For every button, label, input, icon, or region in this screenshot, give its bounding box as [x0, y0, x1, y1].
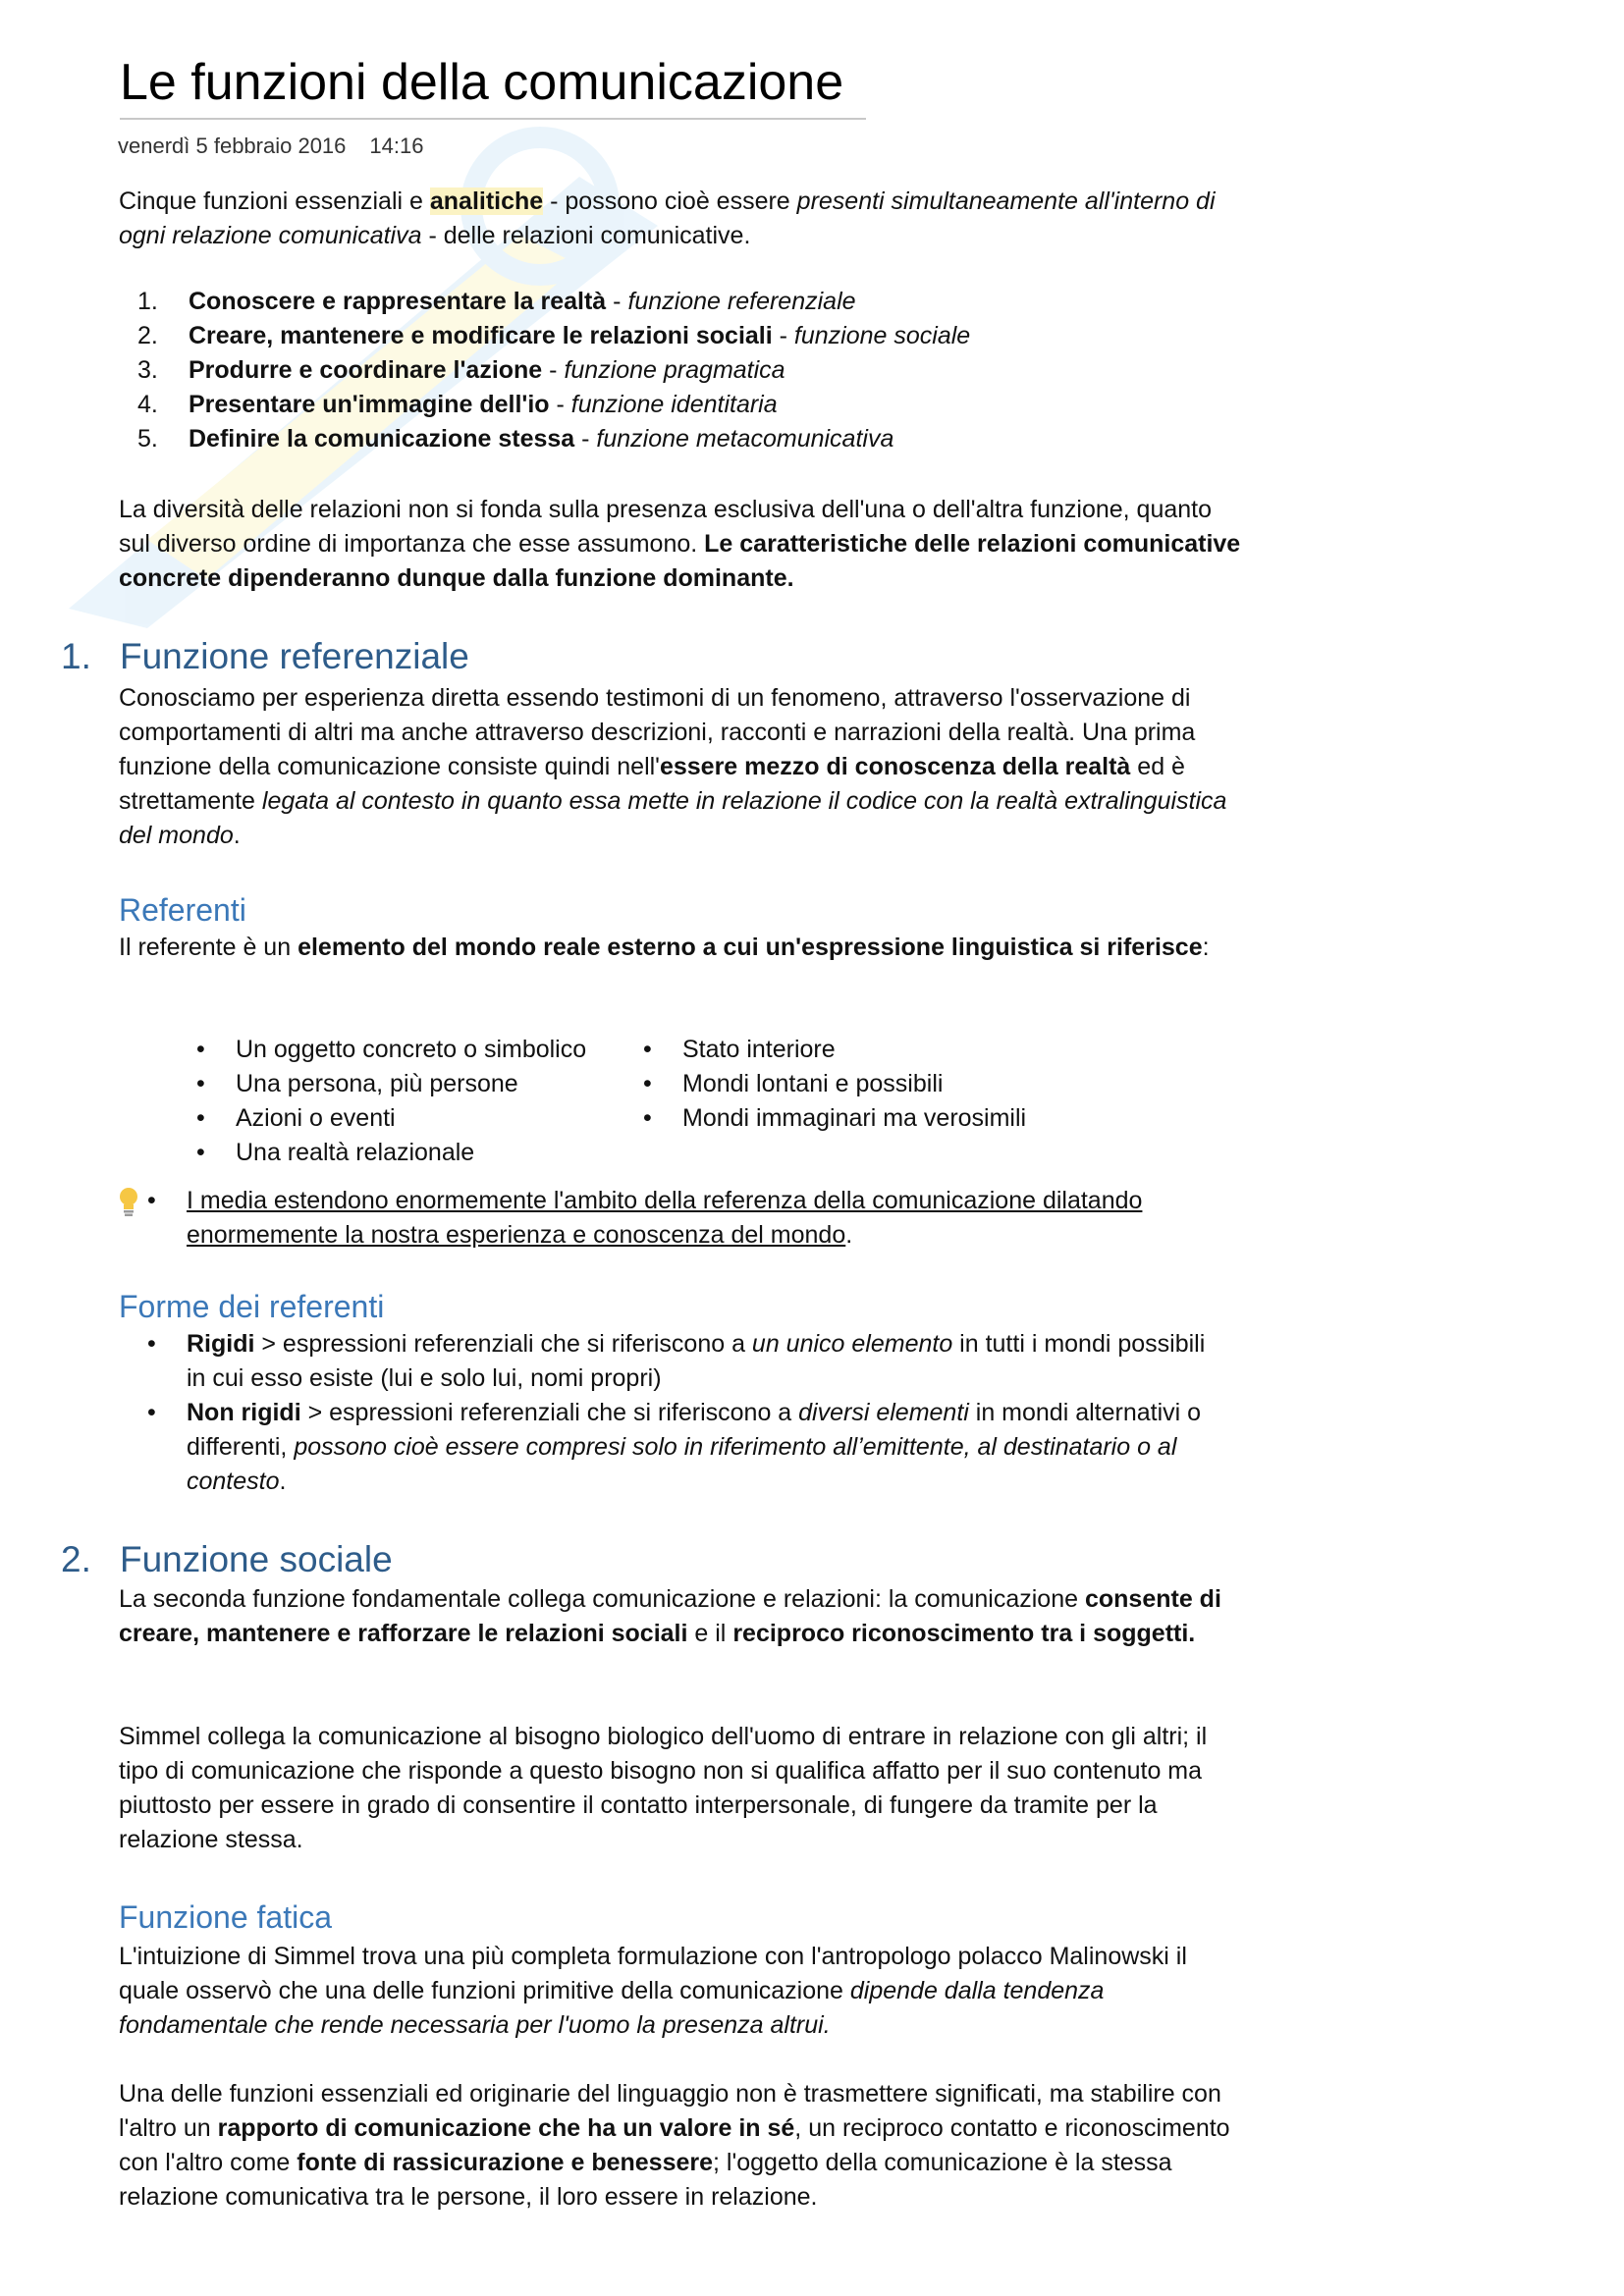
sociale-paragraph: La seconda funzione fondamentale collega comunicazione e relazioni: la comunicazione consente di creare, mantenere e rafforzare le relazioni sociali e il reciproco riconoscimento tra i soggetti.: [119, 1585, 1221, 1647]
page-title: Le funzioni della comunicazione: [120, 51, 866, 120]
simmel-paragraph: Simmel collega la comunicazione al bisogno biologico dell'uomo di entrare in relazione con gli altri; il tipo di comunicazione che risponde a questo bisogno non si qualifica affatto per il suo contenuto ma piuttosto per essere in grado di consentire il contatto interpersonale, di fungere da tramite per la relazione stessa.: [119, 1723, 1208, 1853]
list-item: • Un oggetto concreto o simbolico: [196, 1036, 587, 1063]
fatica-paragraph: L'intuizione di Simmel trova una più completa formulazione con l'antropologo polacco Malinowski il quale osservò che una delle funzioni primitive della comunicazione dipende dalla tendenza fondamentale che rende necessaria per l'uomo la presenza altrui.: [119, 1943, 1187, 2039]
section-heading-sociale: 2. Funzione sociale: [61, 1539, 393, 1579]
intro-paragraph: Cinque funzioni essenziali e analitiche - possono cioè essere presenti simultaneamente all'interno di ogni relazione comunicativa - delle relazioni comunicative.: [119, 187, 1216, 249]
date: venerdì 5 febbraio 2016: [118, 133, 347, 158]
list-item: • I media estendono enormemente l'ambito della referenza della comunicazione dilatando enormemente la nostra esperienza e conoscenza del mondo.: [147, 1187, 1143, 1249]
list-item: • Una persona, più persone: [196, 1070, 518, 1097]
list-item: 2. Creare, mantenere e modificare le relazioni sociali - funzione sociale: [137, 322, 971, 349]
list-item: 1. Conoscere e rappresentare la realtà - funzione referenziale: [137, 288, 856, 315]
referenziale-paragraph: Conosciamo per esperienza diretta essendo testimoni di un fenomeno, attraverso l'osservazione di comportamenti di altri ma anche attraverso descrizioni, racconti e narrazioni della realtà. Una prima funzione della comunicazione consiste quindi nell'essere mezzo di conoscenza della realtà ed è strettamente legata al contesto in quanto essa mette in relazione il codice con la realtà extralinguistica del mondo.: [119, 684, 1227, 849]
subheading-referenti: Referenti: [119, 892, 246, 928]
list-item: • Una realtà relazionale: [196, 1139, 475, 1166]
list-item: • Mondi immaginari ma verosimili: [643, 1104, 1027, 1132]
lightbulb-icon: [116, 1186, 141, 1217]
subheading-forme: Forme dei referenti: [119, 1289, 385, 1324]
subheading-fatica: Funzione fatica: [119, 1899, 333, 1935]
referenti-paragraph: Il referente è un elemento del mondo reale esterno a cui un'espressione linguistica si riferisce:: [119, 934, 1210, 961]
forme-list: [147, 1327, 1227, 1499]
list-item: 4. Presentare un'immagine dell'io - funzione identitaria: [137, 391, 778, 418]
date-line: [118, 132, 423, 161]
list-item: 3. Produrre e coordinare l'azione - funzione pragmatica: [137, 356, 785, 384]
list-item: 5. Definire la comunicazione stessa - funzione metacomunicativa: [137, 425, 894, 453]
list-item: • Azioni o eventi: [196, 1104, 396, 1132]
referenti-list: [196, 1033, 1026, 1170]
media-note: [147, 1184, 1227, 1253]
fatica-paragraph-2: Una delle funzioni essenziali ed originarie del linguaggio non è trasmettere significati, ma stabilire con l'altro un rapporto di comunicazione che ha un valore in sé, un reciproco contatto e riconoscimento con l'altro come fonte di rassicurazione e benessere; l'oggetto della comunicazione è la stessa relazione comunicativa tra le persone, il loro essere in relazione.: [119, 2080, 1230, 2211]
functions-list: [137, 285, 970, 456]
time: 14:16: [369, 133, 424, 158]
list-item: • Non rigidi > espressioni referenziali che si riferiscono a diversi elementi in mondi alternativi o differenti, possono cioè essere compresi solo in riferimento all’emittente, al destinatario o al contesto.: [147, 1399, 1202, 1495]
section-heading-referenziale: 1. Funzione referenziale: [61, 636, 469, 676]
list-item: • Rigidi > espressioni referenziali che si riferiscono a un unico elemento in tutti i mondi possibili in cui esso esiste (lui e solo lui, nomi propri): [147, 1330, 1206, 1392]
list-item: • Stato interiore: [643, 1036, 836, 1063]
diversity-paragraph: La diversità delle relazioni non si fonda sulla presenza esclusiva dell'una o dell'altra funzione, quanto sul diverso ordine di importanza che esse assumono. Le caratteristiche delle relazioni comunicative concrete dipenderanno dunque dalla funzione dominante.: [119, 496, 1241, 592]
list-item: • Mondi lontani e possibili: [643, 1070, 944, 1097]
